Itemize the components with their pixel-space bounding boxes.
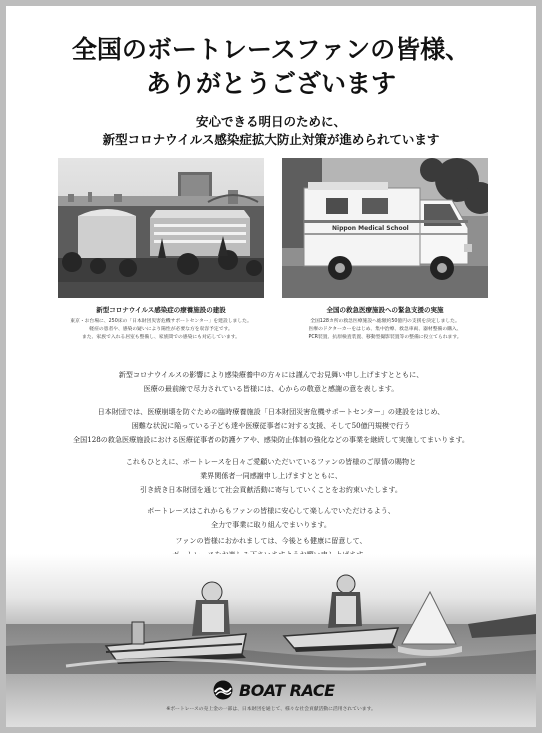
body-line: 引き続き日本財団を通じて社会貢献活動に寄与していくことをお約束いたします。 (140, 485, 402, 494)
boat-race-photo (6, 554, 536, 727)
photo-description-ambulance (282, 318, 488, 342)
body-line: 全国128の救急医療施設における医療従事者の防護ケアや、感染防止体制の強化などの事業を継続して実施してまいります。 (73, 435, 469, 444)
advertisement-page (6, 6, 536, 727)
photo-caption-facility: 新型コロナウイルス感染症の療養施設の建設 (96, 306, 226, 314)
body-line: 新型コロナウイルスの影響により感染療養中の方々には謹んでお見舞い申し上げますとともに、 (118, 370, 424, 379)
description-line: 軽症の患者や、感染の疑いにより陽性が必要な方を収容予定です。 (89, 327, 233, 332)
subheadline-line-1: 安心できる明日のために、 (195, 114, 346, 129)
headline-line-1: 全国のボートレースファンの皆様、 (71, 35, 471, 64)
ambulance-photo (282, 158, 488, 298)
body-line: 業界関係者一同感謝申し上げますとともに、 (200, 471, 342, 480)
body-paragraph-2 (16, 405, 526, 447)
body-line: ファンの皆様におかれましては、今後とも健康に留意して、 (175, 536, 367, 545)
headline-line-2: ありがとうございます (145, 69, 396, 98)
body-line: 全力で事業に取り組んでまいります。 (210, 520, 332, 529)
body-paragraph-3 (16, 455, 526, 497)
footer-note: ※ボートレースの売上金の一部は、日本財団を通じて、様々な社会貢献活動に活用されています。 (166, 707, 376, 712)
body-line: 日本財団では、医療崩壊を防ぐための臨時療養施設「日本財団災害危機サポートセンター」の建設をはじめ、 (97, 407, 445, 416)
body-paragraph-4 (16, 504, 526, 532)
subheadline-line-2: 新型コロナウイルス感染症拡大防止対策が進められています (102, 132, 440, 147)
body-line: 困難な状況に陥っている子ども達や医療従事者に対する支援、そして50億円規模で行う (131, 421, 411, 430)
photo-description-facility (58, 318, 264, 342)
boat-race-wave-logo-icon (211, 680, 235, 700)
description-line: 東京・お台場に、250床の「日本財団災害危機サポートセンター」を建設しました。 (70, 319, 252, 324)
description-line: 医療のドクターカーをはじめ、集中治療、救急車両、器材整備の購入、 (308, 327, 462, 332)
description-line: PCR装置、抗原検査装置、移動型撮影装置等の整備に役立てられます。 (308, 335, 462, 340)
body-line: 医療の最前線で尽力されている皆様には、心からの敬意と感謝の意を表します。 (143, 384, 399, 393)
body-paragraph-1 (16, 368, 526, 396)
boat-race-logo (211, 679, 341, 701)
photo-caption-ambulance: 全国の救急医療施設への緊急支援の実施 (326, 306, 444, 314)
building-facility-photo (58, 158, 264, 298)
body-line: ボートレースはこれからもファンの皆様に安心して楽しんでいただけるよう、 (147, 506, 395, 515)
logo-text: BOAT RACE (239, 680, 335, 700)
description-line: 全国128カ所の救急医療施設へ総額約50億円の支援を決定しました。 (310, 319, 460, 324)
description-line: また、家族で入れる居室も整備し、家族間での感染にも対応しています。 (82, 335, 240, 340)
body-line: これもひとえに、ボートレースを日々ご愛顧いただいているファンの皆様のご厚情の賜物と (125, 457, 417, 466)
ambulance-text: Nippon Medical School (332, 225, 409, 232)
